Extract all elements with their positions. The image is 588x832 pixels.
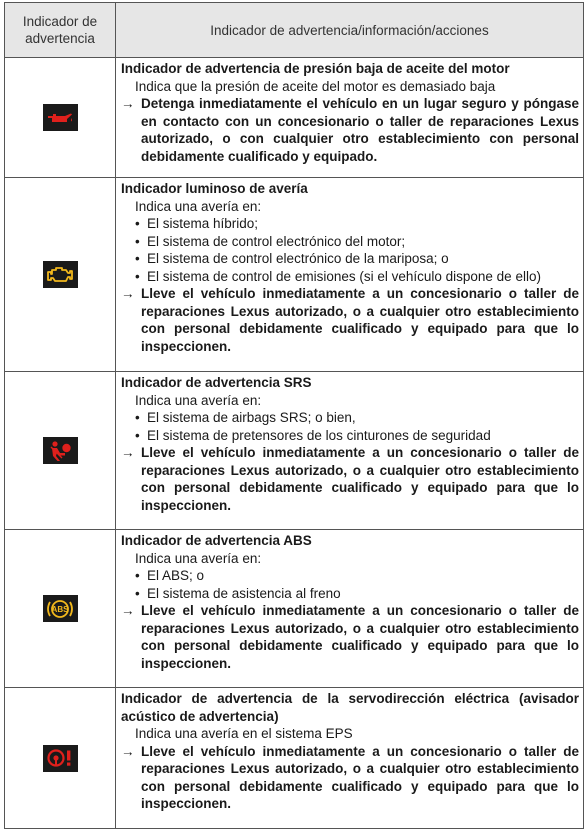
list-item: • El ABS; o: [135, 568, 205, 583]
row-action: → Lleve el vehículo inmediatamente a un concesionario o taller de reparaciones Lexus autorizado, o a cualquier otro establecimiento con personal debidamente cualificado y equipado para que lo inspeccionen.: [121, 445, 579, 513]
row-title: Indicador de advertencia de la servodirección eléctrica (avisador acústico de advertencia): [121, 691, 579, 724]
arrow-symbol: →: [121, 445, 135, 460]
row-content: [116, 372, 584, 530]
row-action: → Lleve el vehículo inmediatamente a un concesionario o taller de reparaciones Lexus autorizado, o a cualquier otro establecimiento con personal debidamente cualificado y equipado para que lo inspeccionen.: [121, 286, 579, 354]
row-title: Indicador de advertencia ABS: [121, 533, 312, 548]
row-action: → Detenga inmediatamente el vehículo en un lugar seguro y póngase en contacto con un concesionario o taller de reparaciones Lexus autorizado, o con cualquier otro establecimiento con personal debidamente cualificado y equipado.: [121, 96, 579, 164]
check-engine-icon: [43, 261, 78, 288]
abs-icon: [43, 595, 78, 622]
icon-cell: [5, 688, 116, 829]
table-row: [5, 178, 584, 372]
icon-cell: [5, 58, 116, 178]
srs-airbag-icon: [43, 437, 78, 464]
bullet-symbol: •: [135, 268, 140, 284]
arrow-symbol: →: [121, 286, 135, 301]
bullet-symbol: •: [135, 216, 140, 231]
bullet-symbol: •: [135, 585, 140, 601]
table-row: [5, 530, 584, 688]
row-action: → Lleve el vehículo inmediatamente a un concesionario o taller de reparaciones Lexus autorizado, o a cualquier otro establecimiento con personal debidamente cualificado y equipado para que lo inspeccionen.: [121, 743, 579, 811]
list-item: • El sistema de control electrónico de la mariposa; o: [135, 251, 449, 266]
row-title: Indicador de advertencia SRS: [121, 375, 312, 390]
table-row: [5, 688, 584, 829]
icon-cell: [5, 530, 116, 688]
table-row: [5, 58, 584, 178]
oil-pressure-icon: [43, 104, 78, 131]
icon-cell: [5, 178, 116, 372]
list-item: • El sistema de pretensores de los cinturones de seguridad: [135, 427, 491, 443]
list-item: • El sistema de airbags SRS; o bien,: [135, 410, 356, 425]
table-header-row: [5, 3, 584, 58]
list-item: • El sistema de control electrónico del motor;: [135, 233, 406, 249]
list-item: • El sistema de asistencia al freno: [135, 585, 341, 601]
arrow-symbol: →: [121, 603, 135, 618]
row-intro: Indica una avería en el sistema EPS: [135, 726, 353, 741]
row-content: [116, 58, 584, 178]
header-description: Indicador de advertencia/información/acciones: [116, 3, 584, 58]
arrow-symbol: →: [121, 743, 135, 759]
row-intro: Indica que la presión de aceite del motor es demasiado baja: [135, 78, 496, 94]
bullet-symbol: •: [135, 233, 140, 249]
icon-cell: [5, 372, 116, 530]
bullet-symbol: •: [135, 251, 140, 266]
row-title: Indicador luminoso de avería: [121, 181, 308, 196]
row-content: [116, 178, 584, 372]
table-row: [5, 372, 584, 530]
row-intro: Indica una avería en:: [135, 198, 262, 214]
row-title: Indicador de advertencia de presión baja de aceite del motor: [121, 61, 510, 76]
bullet-symbol: •: [135, 410, 140, 425]
header-indicator: Indicador de advertencia: [5, 3, 116, 58]
abs-icon-text: ABS: [51, 604, 69, 614]
eps-warning-icon: [43, 745, 78, 772]
row-intro: Indica una avería en:: [135, 392, 262, 408]
arrow-symbol: →: [121, 96, 135, 111]
row-content: [116, 688, 584, 829]
bullet-symbol: •: [135, 568, 140, 583]
bullet-symbol: •: [135, 427, 140, 443]
row-content: [116, 530, 584, 688]
warning-indicator-table: [4, 2, 584, 829]
row-action: → Lleve el vehículo inmediatamente a un concesionario o taller de reparaciones Lexus autorizado, o a cualquier otro establecimiento con personal debidamente cualificado y equipado para que lo inspeccionen.: [121, 603, 579, 671]
list-item: • El sistema de control de emisiones (si el vehículo dispone de ello): [135, 268, 541, 284]
list-item: • El sistema híbrido;: [135, 216, 259, 231]
row-intro: Indica una avería en:: [135, 550, 262, 566]
